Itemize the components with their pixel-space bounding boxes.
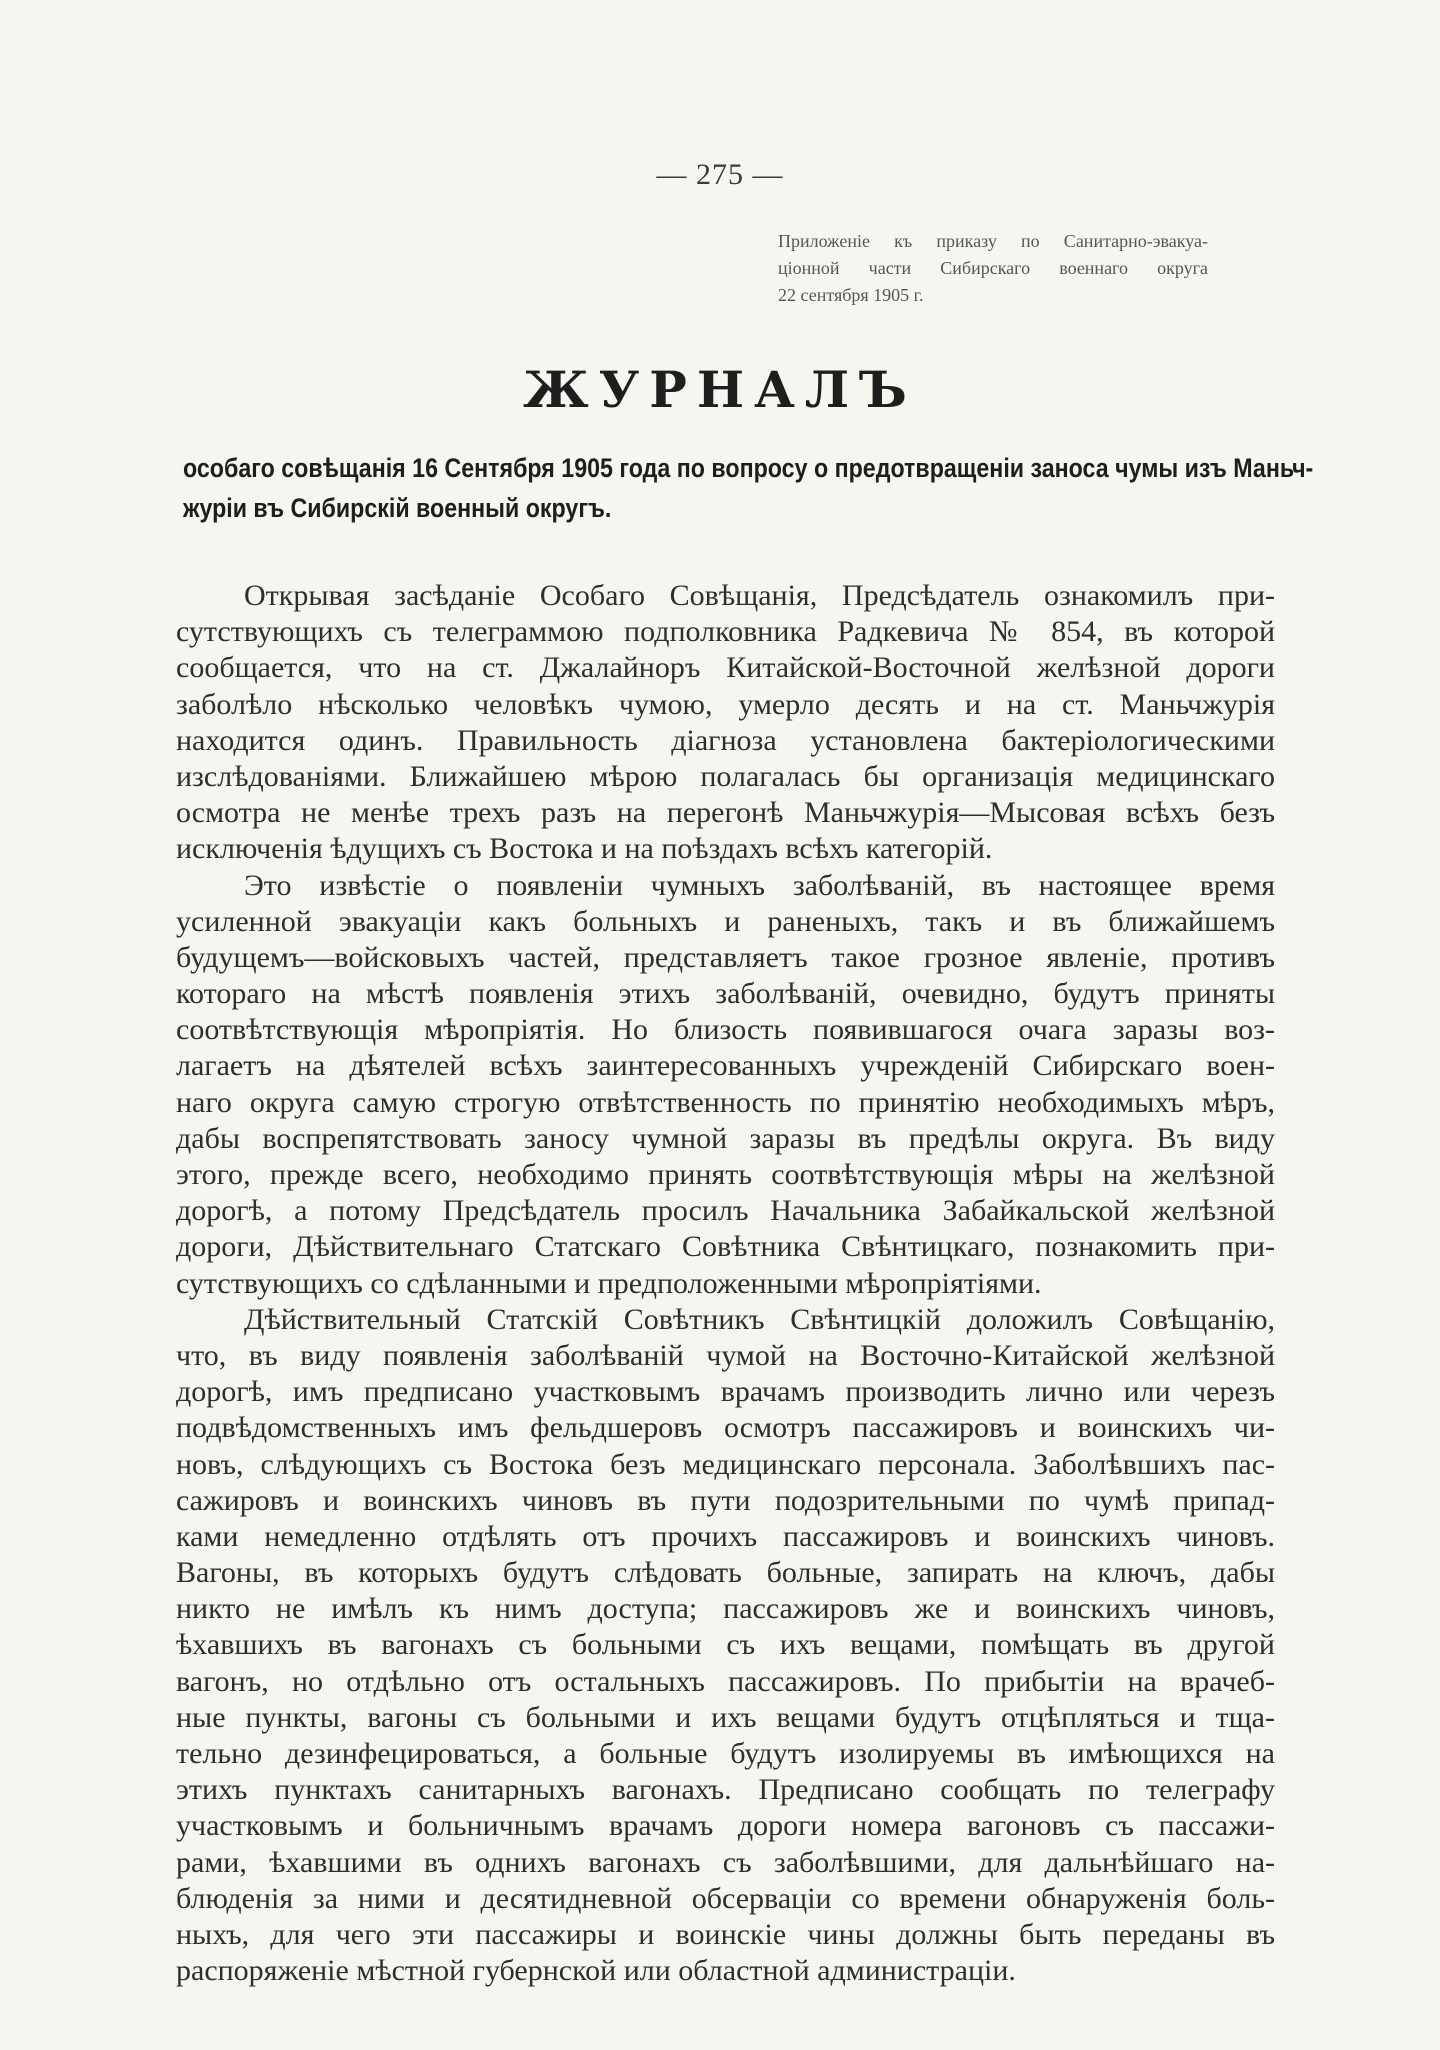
text-line: Открывая засѣданіе Особаго Совѣщанія, Предсѣдатель ознакомилъ при- — [244, 579, 1275, 612]
text-line: участковымъ и больничнымъ врачамъ дороги номера вагоновъ съ пассажи- — [176, 1809, 1275, 1843]
text-line: дороги, Дѣйствительнаго Статскаго Совѣтника Свѣнтицкаго, познакомить при- — [176, 1230, 1275, 1264]
body-text — [176, 578, 1275, 1989]
text-line: этого, прежде всего, необходимо принять соотвѣтствующія мѣры на желѣзной — [176, 1158, 1275, 1191]
appendix-note-line: Приложеніе къ приказу по Санитарно-эвакуа- — [778, 231, 1208, 251]
text-line: ками немедленно отдѣлять отъ прочихъ пассажировъ и воинскихъ чиновъ. — [176, 1519, 1275, 1553]
text-line: Дѣйствительный Статскій Совѣтникъ Свѣнтицкій доложилъ Совѣщанію, — [244, 1302, 1275, 1336]
text-line: рами, ѣхавшими въ однихъ вагонахъ съ заболѣвшими, для дальнѣйшаго на- — [176, 1845, 1275, 1879]
text-line: сутствующихъ съ телеграммою подполковника Радкевича № 854, въ которой — [176, 615, 1275, 649]
text-line: лагаетъ на дѣятелей всѣхъ заинтересованныхъ учрежденій Сибирскаго воен- — [176, 1049, 1275, 1083]
text-line: дорогѣ, а потому Предсѣдатель просилъ Начальника Забайкальской желѣзной — [176, 1194, 1275, 1228]
appendix-note-line: ціонной части Сибирскаго военнаго округа — [778, 258, 1208, 278]
text-line: сажировъ и воинскихъ чиновъ въ пути подозрительными по чумѣ припад- — [176, 1483, 1275, 1517]
subtitle-line: журіи въ Сибирскій военный округъ. — [183, 493, 612, 523]
text-line: распоряженіе мѣстной губернской или областной администраціи. — [176, 1954, 1016, 1988]
text-line: ныхъ, для чего эти пассажиры и воинскіе чины должны быть переданы въ — [176, 1917, 1275, 1951]
page-number: — 275 — — [656, 158, 784, 191]
text-line: ѣхавшихъ въ вагонахъ съ больными съ ихъ вещами, помѣщать въ другой — [176, 1628, 1275, 1662]
text-line: котораго на мѣстѣ появленія этихъ заболѣваній, очевидно, будутъ приняты — [176, 977, 1275, 1011]
text-line: вагонъ, но отдѣльно отъ остальныхъ пассажировъ. По прибытіи на врачеб- — [176, 1664, 1275, 1698]
text-line: сутствующихъ со сдѣланными и предположенными мѣропріятіями. — [176, 1266, 1042, 1300]
text-line: Это извѣстіе о появленіи чумныхъ заболѣваній, въ настоящее время — [244, 868, 1275, 902]
text-line: подвѣдомственныхъ имъ фельдшеровъ осмотръ пассажировъ и воинскихъ чи- — [176, 1411, 1275, 1445]
text-line: никто не имѣлъ къ нимъ доступа; пассажировъ же и воинскихъ чиновъ, — [176, 1592, 1275, 1626]
text-line: дорогѣ, имъ предписано участковымъ врачамъ производить лично или черезъ — [176, 1375, 1275, 1409]
text-line: этихъ пунктахъ санитарныхъ вагонахъ. Предписано сообщать по телеграфу — [176, 1773, 1275, 1807]
text-line: сообщается, что на ст. Джалайноръ Китайской-Восточной желѣзной дороги — [176, 651, 1275, 685]
text-line: блюденія за ними и десятидневной обсерваціи со времени обнаруженія боль- — [176, 1881, 1275, 1915]
text-line: Вагоны, въ которыхъ будутъ слѣдовать больные, запирать на ключъ, дабы — [176, 1556, 1275, 1590]
text-line: ные пункты, вагоны съ больными и ихъ вещами будутъ отцѣпляться и тща- — [176, 1700, 1275, 1734]
text-line: наго округа самую строгую отвѣтственность по принятію необходимыхъ мѣръ, — [176, 1085, 1275, 1119]
text-line: исключенія ѣдущихъ съ Востока и на поѣздахъ всѣхъ категорій. — [176, 832, 993, 866]
text-line: что, въ виду появленія заболѣваній чумой на Восточно-Китайской желѣзной — [176, 1338, 1275, 1372]
text-line: осмотра не менѣе трехъ разъ на перегонѣ Маньчжурія—Мысовая всѣхъ безъ — [176, 796, 1275, 830]
text-line: тельно дезинфецироваться, а больные будутъ изолируемы въ имѣющихся на — [176, 1737, 1275, 1770]
text-line: новъ, слѣдующихъ съ Востока безъ медицинскаго персонала. Заболѣвшихъ пас- — [176, 1447, 1275, 1481]
text-line: соотвѣтствующія мѣропріятія. Но близость появившагося очага заразы воз- — [176, 1013, 1275, 1047]
appendix-note-line: 22 сентября 1905 г. — [778, 285, 924, 305]
text-line: дабы воспрепятствовать заносу чумной заразы въ предѣлы округа. Въ виду — [176, 1121, 1275, 1155]
text-line: изслѣдованіями. Ближайшею мѣрою полагалась бы организація медицинскаго — [176, 759, 1275, 793]
text-line: будущемъ—войсковыхъ частей, представляетъ такое грозное явленіе, противъ — [176, 940, 1275, 974]
document-subtitle — [183, 448, 1314, 528]
text-line: находится одинъ. Правильность діагноза установлена бактеріологическими — [176, 723, 1275, 757]
text-line: заболѣло нѣсколько человѣкъ чумою, умерло десять и на ст. Маньчжурія — [176, 687, 1275, 721]
subtitle-line: особаго совѣщанія 16 Сентября 1905 года по вопросу о предотвращеніи заноса чумы изъ Маньч- — [183, 453, 1314, 483]
appendix-note — [778, 228, 1208, 309]
text-line: усиленной эвакуаціи какъ больныхъ и раненыхъ, такъ и въ ближайшемъ — [176, 904, 1275, 938]
document-title: ЖУРНАЛЪ — [523, 360, 917, 419]
